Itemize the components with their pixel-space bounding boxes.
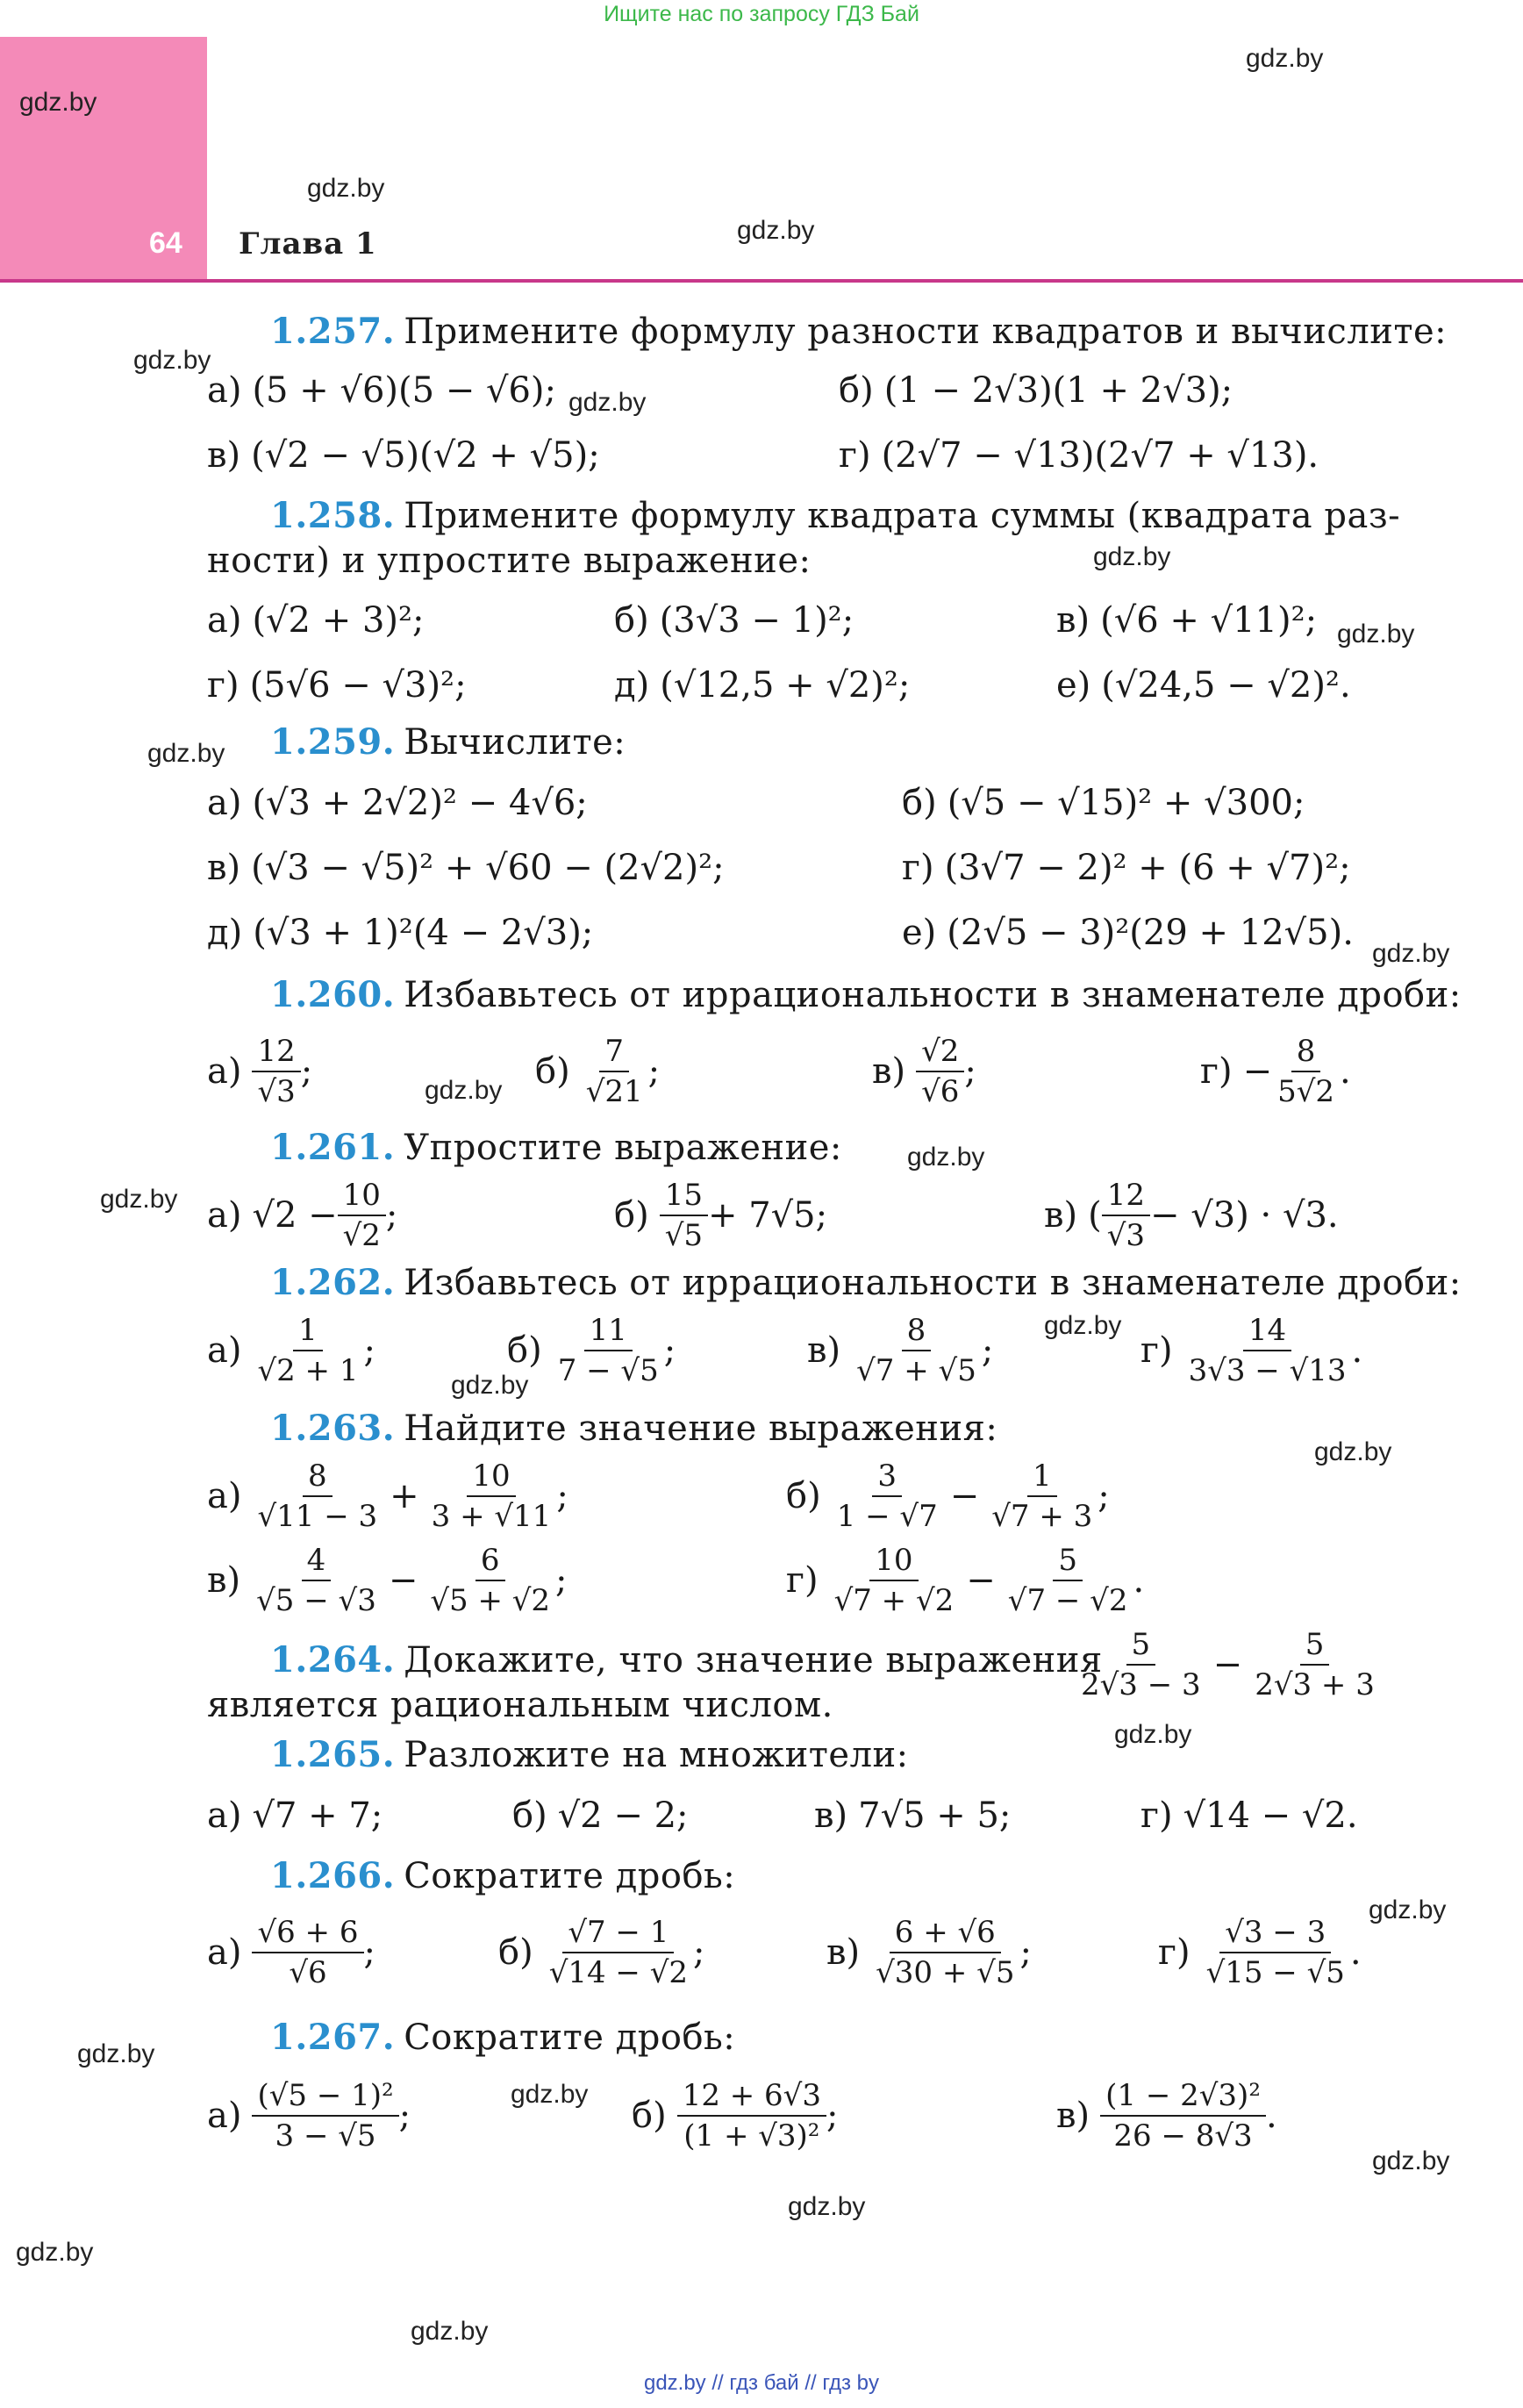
problem-text-line2: ности) и упростите выражение:	[207, 541, 812, 581]
answer-item: б) (3√3 − 1)²;	[614, 600, 854, 641]
problem-1-264-title	[270, 1639, 1103, 1681]
watermark: gdz.by	[1369, 1896, 1447, 1924]
watermark: gdz.by	[737, 216, 815, 245]
watermark: gdz.by	[147, 739, 225, 768]
answer-item: а) √2 − $\frac{10}{√2}$ ;	[207, 1178, 398, 1253]
watermark: gdz.by	[1246, 44, 1324, 73]
watermark: gdz.by	[1093, 542, 1171, 571]
watermark: gdz.by	[77, 2039, 155, 2068]
answer-item: а) (5 + √6)(5 − √6);	[207, 370, 557, 411]
answer-item: а) $\frac{\text{(√5 − 1)²}}{3 - √5}$ ;	[207, 2078, 411, 2154]
watermark: gdz.by	[411, 2317, 489, 2346]
problem-text: Избавьтесь от иррациональности в знаменателе дроби:	[404, 975, 1462, 1015]
page-number: 64	[149, 226, 182, 260]
problem-number: 1.259.	[270, 721, 396, 763]
answer-item: а) $\frac{12}{√3}$ ;	[207, 1034, 313, 1109]
answer-item: а) $\frac{√6 + 6}{√6}$ ;	[207, 1915, 375, 1990]
answer-item: б) (√5 − √15)² + √300;	[902, 783, 1305, 823]
answer-item: б) √2 − 2;	[512, 1795, 689, 1836]
answer-item: г) $\frac{10}{√7 + √2}$ − $\frac{5}{√7 - √2}$ .	[786, 1543, 1145, 1618]
watermark: gdz.by	[19, 88, 97, 117]
problem-text: Разложите на множители:	[404, 1735, 909, 1775]
answer-item: б) $\frac{7}{√21}$ ;	[535, 1034, 661, 1109]
answer-item: а) $\frac{8}{√11 - 3}$ + $\frac{10}{3 + √11}$ ;	[207, 1458, 568, 1534]
answer-item: г) √14 − √2.	[1140, 1795, 1358, 1836]
answer-item: в) $\frac{4}{√5 - √3}$ − $\frac{6}{√5 + √2}$ ;	[207, 1543, 568, 1618]
answer-item: в) (√2 − √5)(√2 + √5);	[207, 435, 600, 476]
watermark: gdz.by	[1337, 620, 1415, 649]
answer-item: в) (√3 − √5)² + √60 − (2√2)²;	[207, 848, 725, 888]
problem-1-261-title	[270, 1127, 842, 1168]
problem-1-265-title	[270, 1734, 909, 1775]
answer-item: а) (√3 + 2√2)² − 4√6;	[207, 783, 588, 823]
watermark: gdz.by	[1314, 1437, 1392, 1466]
answer-item: д) (√12,5 + √2)²;	[614, 665, 911, 706]
problem-number: 1.260.	[270, 974, 396, 1015]
problem-1-264-expression: $\frac{5}{2√3 - 3}$ − $\frac{5}{2√3 + 3}$	[1081, 1627, 1375, 1702]
problem-1-266-title	[270, 1855, 735, 1896]
problem-number: 1.262.	[270, 1262, 396, 1303]
watermark: gdz.by	[307, 174, 385, 203]
answer-item: а) √7 + 7;	[207, 1795, 383, 1836]
problem-text: Вычислите:	[404, 722, 626, 763]
problem-1-259-title	[270, 721, 626, 763]
answer-item: г) (5√6 − √3)²;	[207, 665, 467, 706]
answer-item: е) (2√5 − 3)²(29 + 12√5).	[902, 913, 1354, 953]
answer-item: б) $\frac{√7 - 1}{√14 - √2}$ ;	[498, 1915, 705, 1990]
problem-1-258-title	[270, 495, 1400, 536]
answer-item: а) $\frac{1}{√2 + 1}$ ;	[207, 1313, 375, 1388]
chapter-title: Глава 1	[239, 226, 377, 262]
problem-text: Избавьтесь от иррациональности в знаменателе дроби:	[404, 1263, 1462, 1303]
answer-item: а) (√2 + 3)²;	[207, 600, 425, 641]
answer-item: в) $\frac{6 + √6}{√30 + √5}$ ;	[826, 1915, 1032, 1990]
problem-number: 1.257.	[270, 311, 396, 352]
watermark: gdz.by	[1114, 1720, 1192, 1749]
answer-item: в) $\frac{8}{√7 + √5}$ ;	[807, 1313, 994, 1388]
answer-item: г) $\frac{14}{3√3 - √13}$ .	[1140, 1313, 1363, 1388]
answer-item: б) $\frac{3}{1 - √7}$ − $\frac{1}{√7 + 3}$ ;	[786, 1458, 1110, 1534]
watermark: gdz.by	[16, 2238, 94, 2267]
header-rule	[0, 279, 1523, 283]
watermark: gdz.by	[511, 2080, 589, 2109]
problem-number: 1.265.	[270, 1734, 396, 1775]
problem-text: Применитe формулу разности квадратов и вычислите:	[404, 312, 1448, 352]
problem-1-263-title	[270, 1408, 997, 1449]
problem-number: 1.266.	[270, 1855, 396, 1896]
watermark: gdz.by	[1372, 2146, 1450, 2175]
answer-item: в) (√6 + √11)²;	[1056, 600, 1318, 641]
search-banner[interactable]: Ищите нас по запросу ГДЗ Бай	[604, 2, 919, 26]
answer-item: в) $\frac{\text{(1 − 2√3)²}}{26 - 8√3}$ .	[1056, 2078, 1277, 2154]
problem-number: 1.267.	[270, 2017, 396, 2058]
watermark: gdz.by	[425, 1076, 503, 1105]
problem-text: Найдите значение выражения:	[404, 1408, 998, 1449]
answer-item: г) $\frac{√3 - 3}{√15 - √5}$ .	[1158, 1915, 1362, 1990]
watermark: gdz.by	[568, 388, 647, 417]
problem-number: 1.258.	[270, 495, 396, 536]
answer-item: б) $\frac{15}{√5}$ + 7√5;	[614, 1178, 828, 1253]
problem-1-267-title	[270, 2017, 735, 2058]
problem-text: Докажите, что значение выражения	[404, 1640, 1103, 1681]
problem-number: 1.264.	[270, 1639, 396, 1681]
problem-1-260-title	[270, 974, 1462, 1015]
answer-item: б) $\frac{12 + 6√3}{\text{(1 + √3)²}}$ ;	[632, 2078, 839, 2154]
problem-text-line2: является рациональным числом.	[207, 1685, 833, 1725]
problem-1-257-title	[270, 311, 1447, 352]
answer-item: в) 7√5 + 5;	[814, 1795, 1012, 1836]
problem-1-262-title	[270, 1262, 1462, 1303]
answer-item: б) (1 − 2√3)(1 + 2√3);	[839, 370, 1233, 411]
answer-item: г) (3√7 − 2)² + (6 + √7)²;	[902, 848, 1351, 888]
answer-item: д) (√3 + 1)²(4 − 2√3);	[207, 913, 594, 953]
problem-number: 1.263.	[270, 1408, 396, 1449]
problem-text: Сократите дробь:	[404, 1856, 736, 1896]
answer-item: б) $\frac{11}{7 - √5}$ ;	[507, 1313, 676, 1388]
answer-item: в) $\frac{√2}{√6}$ ;	[872, 1034, 976, 1109]
watermark: gdz.by	[907, 1143, 985, 1172]
problem-text: Упростите выражение:	[404, 1128, 842, 1168]
watermark: gdz.by	[133, 346, 211, 375]
problem-text: Примените формулу квадрата суммы (квадрата раз-	[404, 496, 1401, 536]
watermark: gdz.by	[1372, 939, 1450, 968]
watermark: gdz.by	[451, 1371, 529, 1400]
problem-text: Сократите дробь:	[404, 2017, 736, 2058]
answer-item: г) (2√7 − √13)(2√7 + √13).	[839, 435, 1319, 476]
watermark: gdz.by	[100, 1185, 178, 1214]
problem-number: 1.261.	[270, 1127, 396, 1168]
footer-links[interactable]: gdz.by // гдз бай // гдз by	[643, 2371, 880, 2395]
answer-item: г) − $\frac{8}{5√2}$ .	[1200, 1034, 1351, 1109]
watermark: gdz.by	[788, 2192, 866, 2221]
watermark: gdz.by	[1044, 1311, 1122, 1340]
answer-item: е) (√24,5 − √2)².	[1056, 665, 1351, 706]
answer-item: в) ( $\frac{12}{√3}$ − √3) · √3.	[1044, 1178, 1339, 1253]
